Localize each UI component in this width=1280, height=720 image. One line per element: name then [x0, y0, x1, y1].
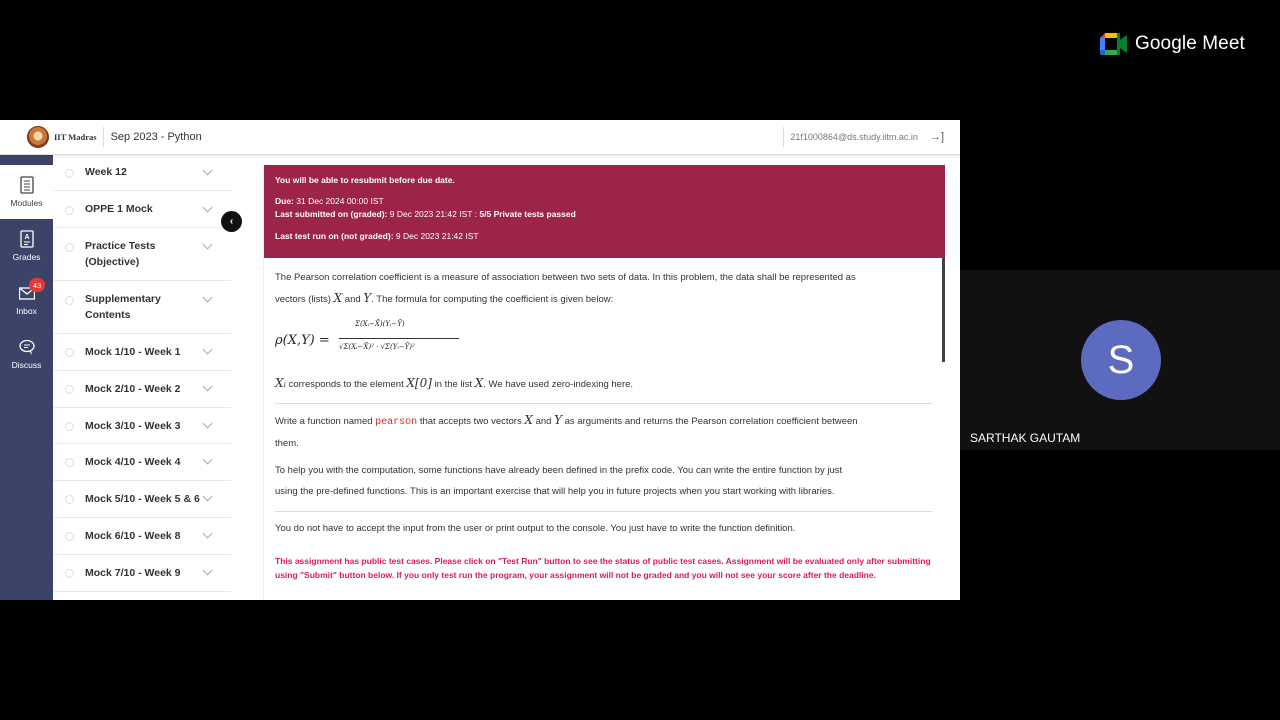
problem-intro: The Pearson correlation coefficient is a measure of association between two sets of data. In this problem, the data shall be represented as vectors (lists) X and Y. The formula for computing the coefficient is given below:: [275, 272, 856, 305]
module-status-icon: [65, 296, 74, 305]
module-label: Supplementary Contents: [85, 293, 161, 321]
chevron-down-icon[interactable]: [203, 529, 213, 539]
chevron-down-icon[interactable]: [203, 240, 213, 250]
public-test-warning: This assignment has public test cases. Please click on "Test Run" button to see the status of public test cases. Assignment will be evaluated only after submitting using "Submit" button below. If you only test run the program, your assignment will not be graded and you will not see your score after the deadline.: [275, 556, 931, 580]
nav-item-inbox[interactable]: [0, 273, 53, 327]
module-item[interactable]: [53, 408, 231, 444]
nav-item-label: Grades: [12, 252, 41, 262]
nav-item-label: Modules: [10, 198, 43, 208]
google-meet-brand: Google Meet: [1135, 33, 1245, 54]
iitm-logo-icon: [27, 126, 49, 148]
chevron-down-icon[interactable]: [203, 345, 213, 355]
grade-document-icon: [19, 230, 35, 248]
function-name: pearson: [375, 417, 418, 428]
participant-tile[interactable]: [960, 270, 1280, 450]
module-label: Mock 7/10 - Week 9: [85, 567, 181, 579]
course-title: Sep 2023 - Python: [110, 131, 202, 143]
module-status-icon: [65, 532, 74, 541]
module-item[interactable]: [53, 444, 231, 481]
collapse-sidebar-button[interactable]: [221, 211, 242, 232]
module-item[interactable]: [53, 481, 231, 518]
indexing-note: Xᵢ corresponds to the element X[0] in the list X. We have used zero-indexing here.: [275, 376, 634, 390]
io-note: You do not have to accept the input from the user or print output to the console. You just have to write the function definition.: [275, 523, 796, 534]
chevron-down-icon[interactable]: [203, 419, 213, 429]
chevron-down-icon[interactable]: [203, 203, 213, 213]
submission-status-banner: [264, 165, 945, 258]
nav-item-grades[interactable]: [0, 219, 53, 273]
divider: [275, 511, 932, 512]
module-status-icon: [65, 569, 74, 578]
shared-screen: [0, 120, 960, 600]
module-list: [53, 155, 234, 600]
notebook-icon: [19, 176, 35, 194]
chevron-down-icon[interactable]: [203, 382, 213, 392]
chevron-down-icon[interactable]: [203, 293, 213, 303]
content-scrollbar[interactable]: [942, 258, 945, 362]
module-status-icon: [65, 495, 74, 504]
module-item[interactable]: [53, 155, 231, 191]
last-test-run: Last test run on (not graded): 9 Dec 2023 21:42 IST: [275, 231, 479, 241]
module-status-icon: [65, 243, 74, 252]
module-status-icon: [65, 458, 74, 467]
inbox-unread-badge: 43: [29, 278, 45, 292]
module-status-icon: [65, 169, 74, 178]
assignment-content: [231, 155, 960, 600]
avatar: S: [1081, 320, 1161, 400]
org-name: IIT Madras: [54, 132, 97, 142]
module-label: Mock 6/10 - Week 8: [85, 530, 181, 542]
chat-icon: [19, 338, 35, 356]
nav-item-modules[interactable]: [0, 165, 53, 219]
nav-item-discuss[interactable]: [0, 327, 53, 381]
module-label: Week 12: [85, 166, 127, 178]
user-email: 21f1000864@ds.study.iitm.ac.in: [790, 132, 918, 142]
chevron-down-icon[interactable]: [203, 166, 213, 176]
resubmit-note: You will be able to resubmit before due date.: [275, 175, 455, 185]
module-item[interactable]: [53, 555, 231, 592]
module-status-icon: [65, 348, 74, 357]
module-label: Mock 5/10 - Week 5 & 6: [85, 493, 200, 505]
divider: [783, 127, 784, 147]
prefix-code-note: To help you with the computation, some functions have already been defined in the prefix code. You can write the entire function by just using the pre-defined functions. This is an important exercise that will help you in future projects when you start working with libraries.: [275, 465, 843, 497]
chevron-left-icon: ‹: [229, 216, 234, 227]
left-nav-rail: [0, 155, 53, 600]
module-status-icon: [65, 385, 74, 394]
divider: [103, 127, 104, 147]
module-item[interactable]: [53, 281, 231, 334]
module-label: Mock 2/10 - Week 2: [85, 383, 181, 395]
portal-header: [0, 120, 960, 155]
last-submitted: Last submitted on (graded): 9 Dec 2023 21:42 IST : 5/5 Private tests passed: [275, 209, 576, 219]
module-label: Practice Tests (Objective): [85, 240, 156, 268]
chevron-down-icon[interactable]: [203, 566, 213, 576]
pearson-formula: ρ(X,Y) = Σ(Xᵢ−X̄)(Yᵢ−Ȳ) √Σ(Xᵢ−X̄)² · √Σ(Yᵢ−Ȳ)²: [275, 318, 475, 373]
task-description: Write a function named pearson that accepts two vectors X and Y as arguments and returns the Pearson correlation coefficient between them.: [275, 413, 858, 449]
module-item[interactable]: [53, 228, 231, 281]
module-item[interactable]: [53, 191, 234, 228]
logout-icon[interactable]: →]: [929, 131, 944, 143]
svg-text:A: A: [23, 234, 30, 241]
module-label: Mock 4/10 - Week 4: [85, 456, 181, 468]
module-status-icon: [65, 206, 74, 215]
module-label: Mock 1/10 - Week 1: [85, 346, 181, 358]
module-status-icon: [65, 422, 74, 431]
participant-name: SARTHAK GAUTAM: [970, 431, 1081, 445]
module-item[interactable]: [53, 371, 231, 408]
google-meet-icon: [1100, 33, 1127, 55]
google-meet-logo: [1100, 33, 1245, 55]
divider: [275, 403, 932, 404]
module-label: OPPE 1 Mock: [85, 203, 153, 215]
module-label: Mock 3/10 - Week 3: [85, 420, 181, 432]
assignment-card: [263, 165, 944, 600]
nav-item-label: Discuss: [11, 360, 42, 370]
due-date: Due: 31 Dec 2024 00:00 IST: [275, 196, 384, 206]
nav-item-label: Inbox: [16, 306, 37, 316]
module-item[interactable]: [53, 518, 231, 555]
chevron-down-icon[interactable]: [203, 455, 213, 465]
module-item[interactable]: [53, 334, 231, 371]
